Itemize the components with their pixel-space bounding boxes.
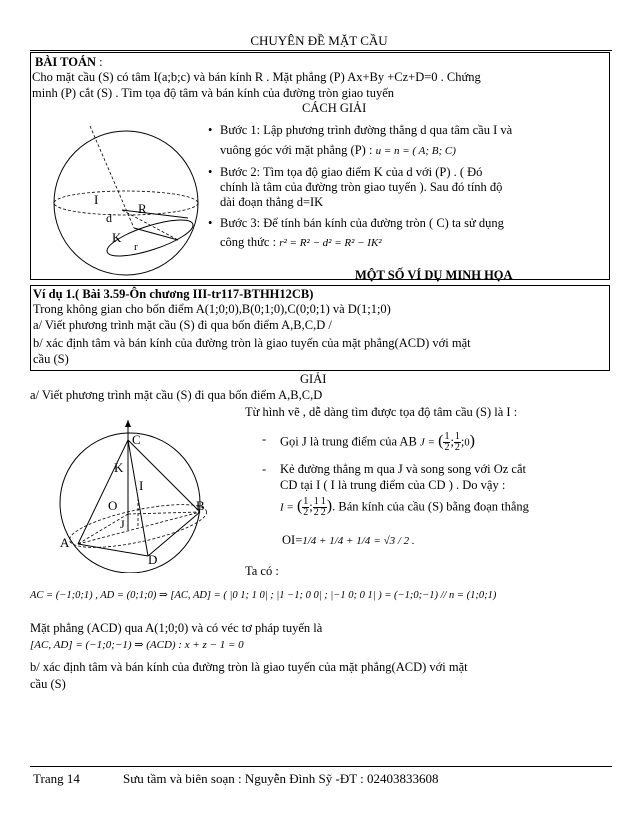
problem-heading: BÀI TOÁN : [35,55,103,69]
vector-computation: AC = (−1;0;1) , AD = (0;1;0) ⇒ [AC, AD] = ( |0 1; 1 0| ; |1 −1; 0 0| ; |−1 0; 0 1| ) = (−1;0;−1) // n = (1;0;1) [30,590,497,601]
example-line-4: cầu (S) [33,352,69,366]
fig2-label-O: O [108,498,118,513]
plane-line-1: Mặt phẳng (ACD) qua A(1;0;0) và có véc tơ pháp tuyến là [30,621,323,635]
item-1: Gọi J là trung điểm của AB J = ( $\frac{1}{2}$ ; $\frac{1}{2}$ ;0) [280,431,475,453]
fig2-label-D: D [148,552,158,567]
item-2-line-1: Kẻ đường thẳng m qua J và song song với Oz cắt [280,462,526,476]
example-line-2: a/ Viết phương trình mặt cầu (S) đi qua bốn điểm A,B,C,D / [33,318,332,332]
footer-author: Sưu tầm và biên soạn : Nguyễn Đình Sỹ -ĐT : 02403833608 [123,771,439,786]
step-3: • Bước 3: Để tính bán kính của đường tròn ( C) ta sử dụng công thức : r² = R² − d² = R² − IK² [208,216,504,249]
footer-divider [30,766,612,767]
plane-line-2: [AC, AD] = (−1;0;−1) ⇒ (ACD) : x + z − 1 = 0 [30,639,244,651]
solution-intro: Từ hình vẽ , dễ dàng tìm được tọa độ tâm cầu (S) là I : [245,405,518,419]
fig1-label-d: d [106,211,112,225]
fig1-label-r: r [134,241,138,253]
item-2-dash: - [262,462,267,476]
fig2-label-C: C [132,432,141,447]
item-2-line-2: CD tại I ( I là trung điểm của CD ) . Do vậy : [280,478,506,492]
example-line-3: b/ xác định tâm và bán kính của đường tròn là giao tuyến của mặt phẳng(ACD) với mặt [33,336,471,350]
fig2-label-A: A [60,535,70,550]
solution-title: GIẢI [300,372,327,386]
problem-line-2: minh (P) cắt (S) . Tìm tọa độ tâm và bán kính của đường tròn giao tuyến [32,86,395,100]
step-1: • Bước 1: Lập phương trình đường thẳng d qua tâm cầu I và vuông góc với mặt phẳng (P) : u = n = ( A; B; C) [208,123,513,157]
fig1-label-I: I [94,192,99,207]
step-3-formula: r² = R² − d² = R² − IK² [279,237,382,249]
fig2-label-I: I [139,478,144,493]
sphere-plane-figure [38,118,218,278]
solution-b-line-1: b/ xác định tâm và bán kính của đường tròn là giao tuyến của mặt phẳng(ACD) với mặt [30,660,468,674]
problem-line-1: Cho mặt cầu (S) có tâm I(a;b;c) và bán kính R . Mặt phẳng (P) Ax+By +Cz+D=0 . Chứng [32,70,481,84]
method-title: CÁCH GIẢI [302,101,367,115]
solution-b-line-2: cầu (S) [30,677,66,691]
sphere-tetra-figure [50,418,225,573]
page-number: Trang 14 [33,771,80,786]
header-divider [30,50,612,51]
examples-title: MỘT SỐ VÍ DỤ MINH HỌA [355,268,513,282]
page-header: CHUYÊN ĐỀ MẶT CẦU [250,33,388,48]
fig2-label-K: K [114,460,124,475]
fig2-label-B: B [196,498,205,513]
solution-a-title: a/ Viết phương trình mặt cầu (S) đi qua bốn điểm A,B,C,D [30,388,323,402]
item-1-dash: - [262,432,267,446]
fig2-label-J: J [120,517,125,531]
taco: Ta có : [245,564,279,578]
OI-formula: OI=1/4 + 1/4 + 1/4 = √3 / 2 . [282,533,415,547]
fig1-label-K: K [112,230,122,245]
item-2-line-3: I = ( $\frac{1}{2}$ ; $\frac{1}{2}$ $\frac{1}{2}$ ). Bán kính của cầu (S) bằng đoạn thẳng [280,496,529,518]
step-2: • Bước 2: Tìm tọa độ giao điểm K của d với (P) . ( Đó chính là tâm của đường tròn giao tuyến ). Sau đó tính độ dài đoạn thẳng d=IK [208,165,503,209]
example-line-1: Trong không gian cho bốn điểm A(1;0;0),B(0;1;0),C(0;0;1) và D(1;1;0) [33,302,391,316]
example-title: Ví dụ 1.( Bài 3.59-Ôn chương III-tr117-BTHH12CB) [33,287,314,301]
fig1-label-R: R [138,201,147,216]
step-1-formula: u = n = ( A; B; C) [375,145,456,157]
